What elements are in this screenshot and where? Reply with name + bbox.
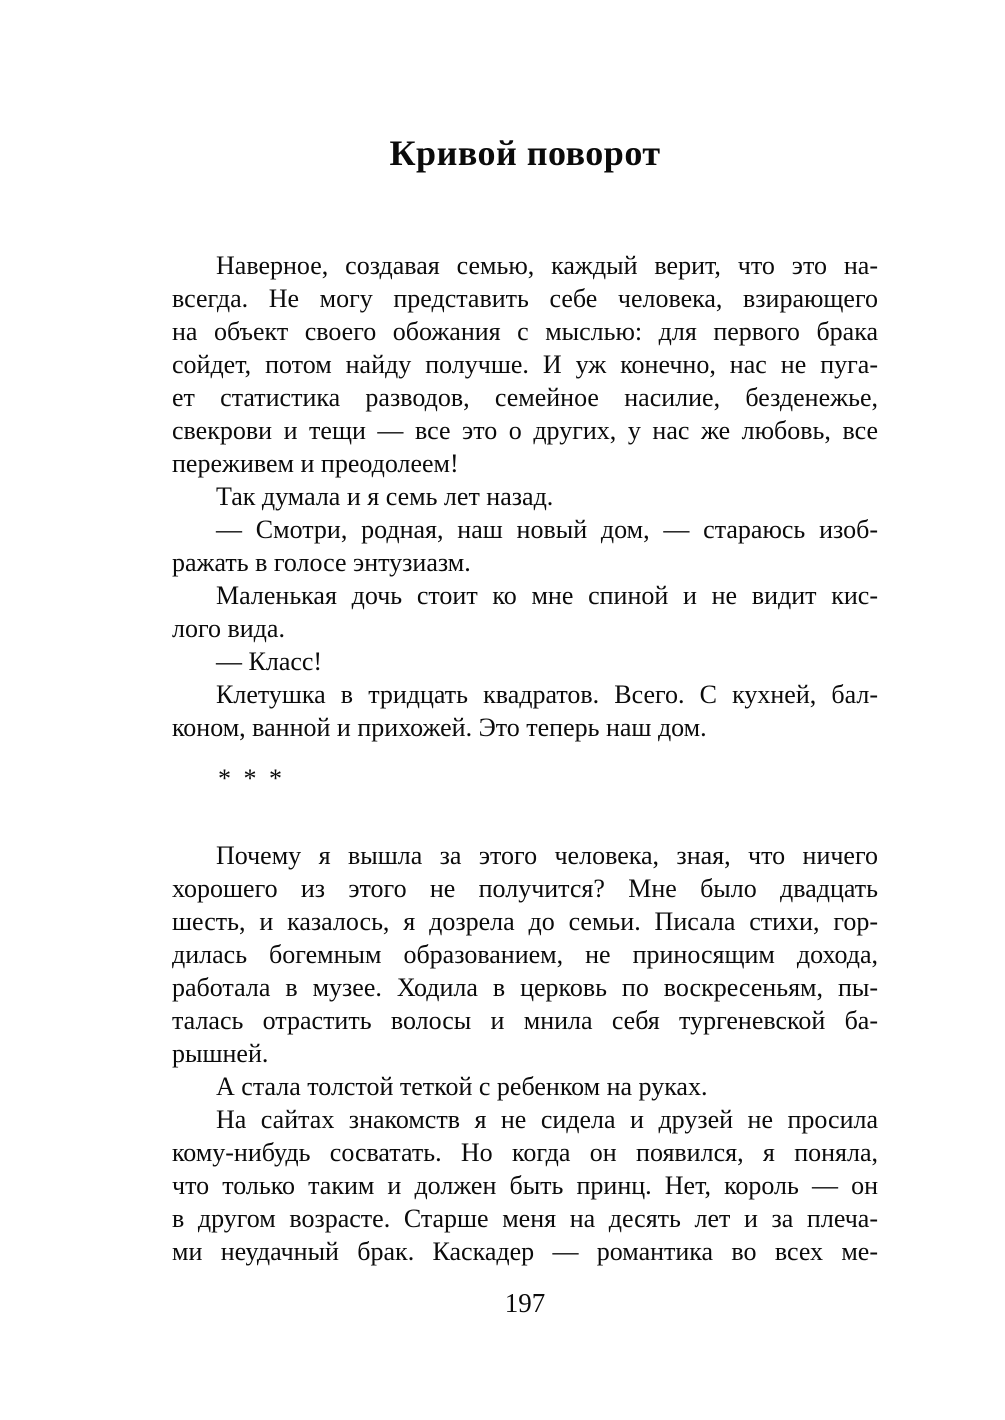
text-line: Клетушка в тридцать квадратов. Всего. С кухней, бал- <box>216 680 878 709</box>
text-line: работала в музее. Ходила в церковь по воскресеньям, пы- <box>172 973 878 1002</box>
paragraph <box>172 249 878 480</box>
text-line: Наверное, создавая семью, каждый верит, что это на- <box>216 251 878 280</box>
text-line: дилась богемным образованием, не приносящим дохода, <box>172 940 878 969</box>
text-line: в другом возрасте. Старше меня на десять лет и за плеча- <box>172 1204 878 1233</box>
text-line: коном, ванной и прихожей. Это теперь наш дом. <box>172 713 707 742</box>
text-line: сойдет, потом найду получше. И уж конечно, нас не пуга- <box>172 350 878 379</box>
text-line: кому-нибудь сосватать. Но когда он появился, я поняла, <box>172 1138 878 1167</box>
text-line: Маленькая дочь стоит ко мне спиной и не видит кис- <box>216 581 878 610</box>
text-line: шесть, и казалось, я дозрела до семьи. Писала стихи, гор- <box>172 907 878 936</box>
paragraph <box>172 513 878 579</box>
text-line: ет статистика разводов, семейное насилие, безденежье, <box>172 383 878 412</box>
text-line: — Смотри, родная, наш новый дом, — стараюсь изоб- <box>216 515 878 544</box>
section-separator: * * * <box>218 764 285 793</box>
text-line: хорошего из этого не получится? Мне было двадцать <box>172 874 878 903</box>
paragraph <box>172 645 878 678</box>
text-line: талась отрастить волосы и мнила себя тургеневской ба- <box>172 1006 878 1035</box>
text-line: переживем и преодолеем! <box>172 449 459 478</box>
paragraph <box>172 579 878 645</box>
text-line: лого вида. <box>172 614 285 643</box>
text-line: свекрови и тещи — все это о других, у нас же любовь, все <box>172 416 878 445</box>
text-line: А стала толстой теткой с ребенком на руках. <box>216 1072 708 1101</box>
paragraph <box>172 678 878 744</box>
text-line: — Класс! <box>216 647 323 676</box>
text-line: что только таким и должен быть принц. Нет, король — он <box>172 1171 878 1200</box>
text-line: ражать в голосе энтузиазм. <box>172 548 471 577</box>
text-line: Почему я вышла за этого человека, зная, что ничего <box>216 841 878 870</box>
text-block <box>172 133 878 1318</box>
text-line: на объект своего обожания с мыслью: для первого брака <box>172 317 878 346</box>
paragraph <box>172 839 878 1070</box>
paragraph <box>172 480 878 513</box>
body-text <box>172 249 878 1268</box>
text-line: всегда. Не могу представить себе человека, взирающего <box>172 284 878 313</box>
text-line: рышней. <box>172 1039 269 1068</box>
text-line: ми неудачный брак. Каскадер — романтика во всех ме- <box>172 1237 878 1266</box>
text-line: На сайтах знакомств я не сидела и друзей не просила <box>216 1105 878 1134</box>
paragraph <box>172 1070 878 1103</box>
page-number: 197 <box>504 1288 546 1318</box>
chapter-title: Кривой поворот <box>389 133 661 173</box>
text-line: Так думала и я семь лет назад. <box>216 482 554 511</box>
paragraph <box>172 1103 878 1268</box>
